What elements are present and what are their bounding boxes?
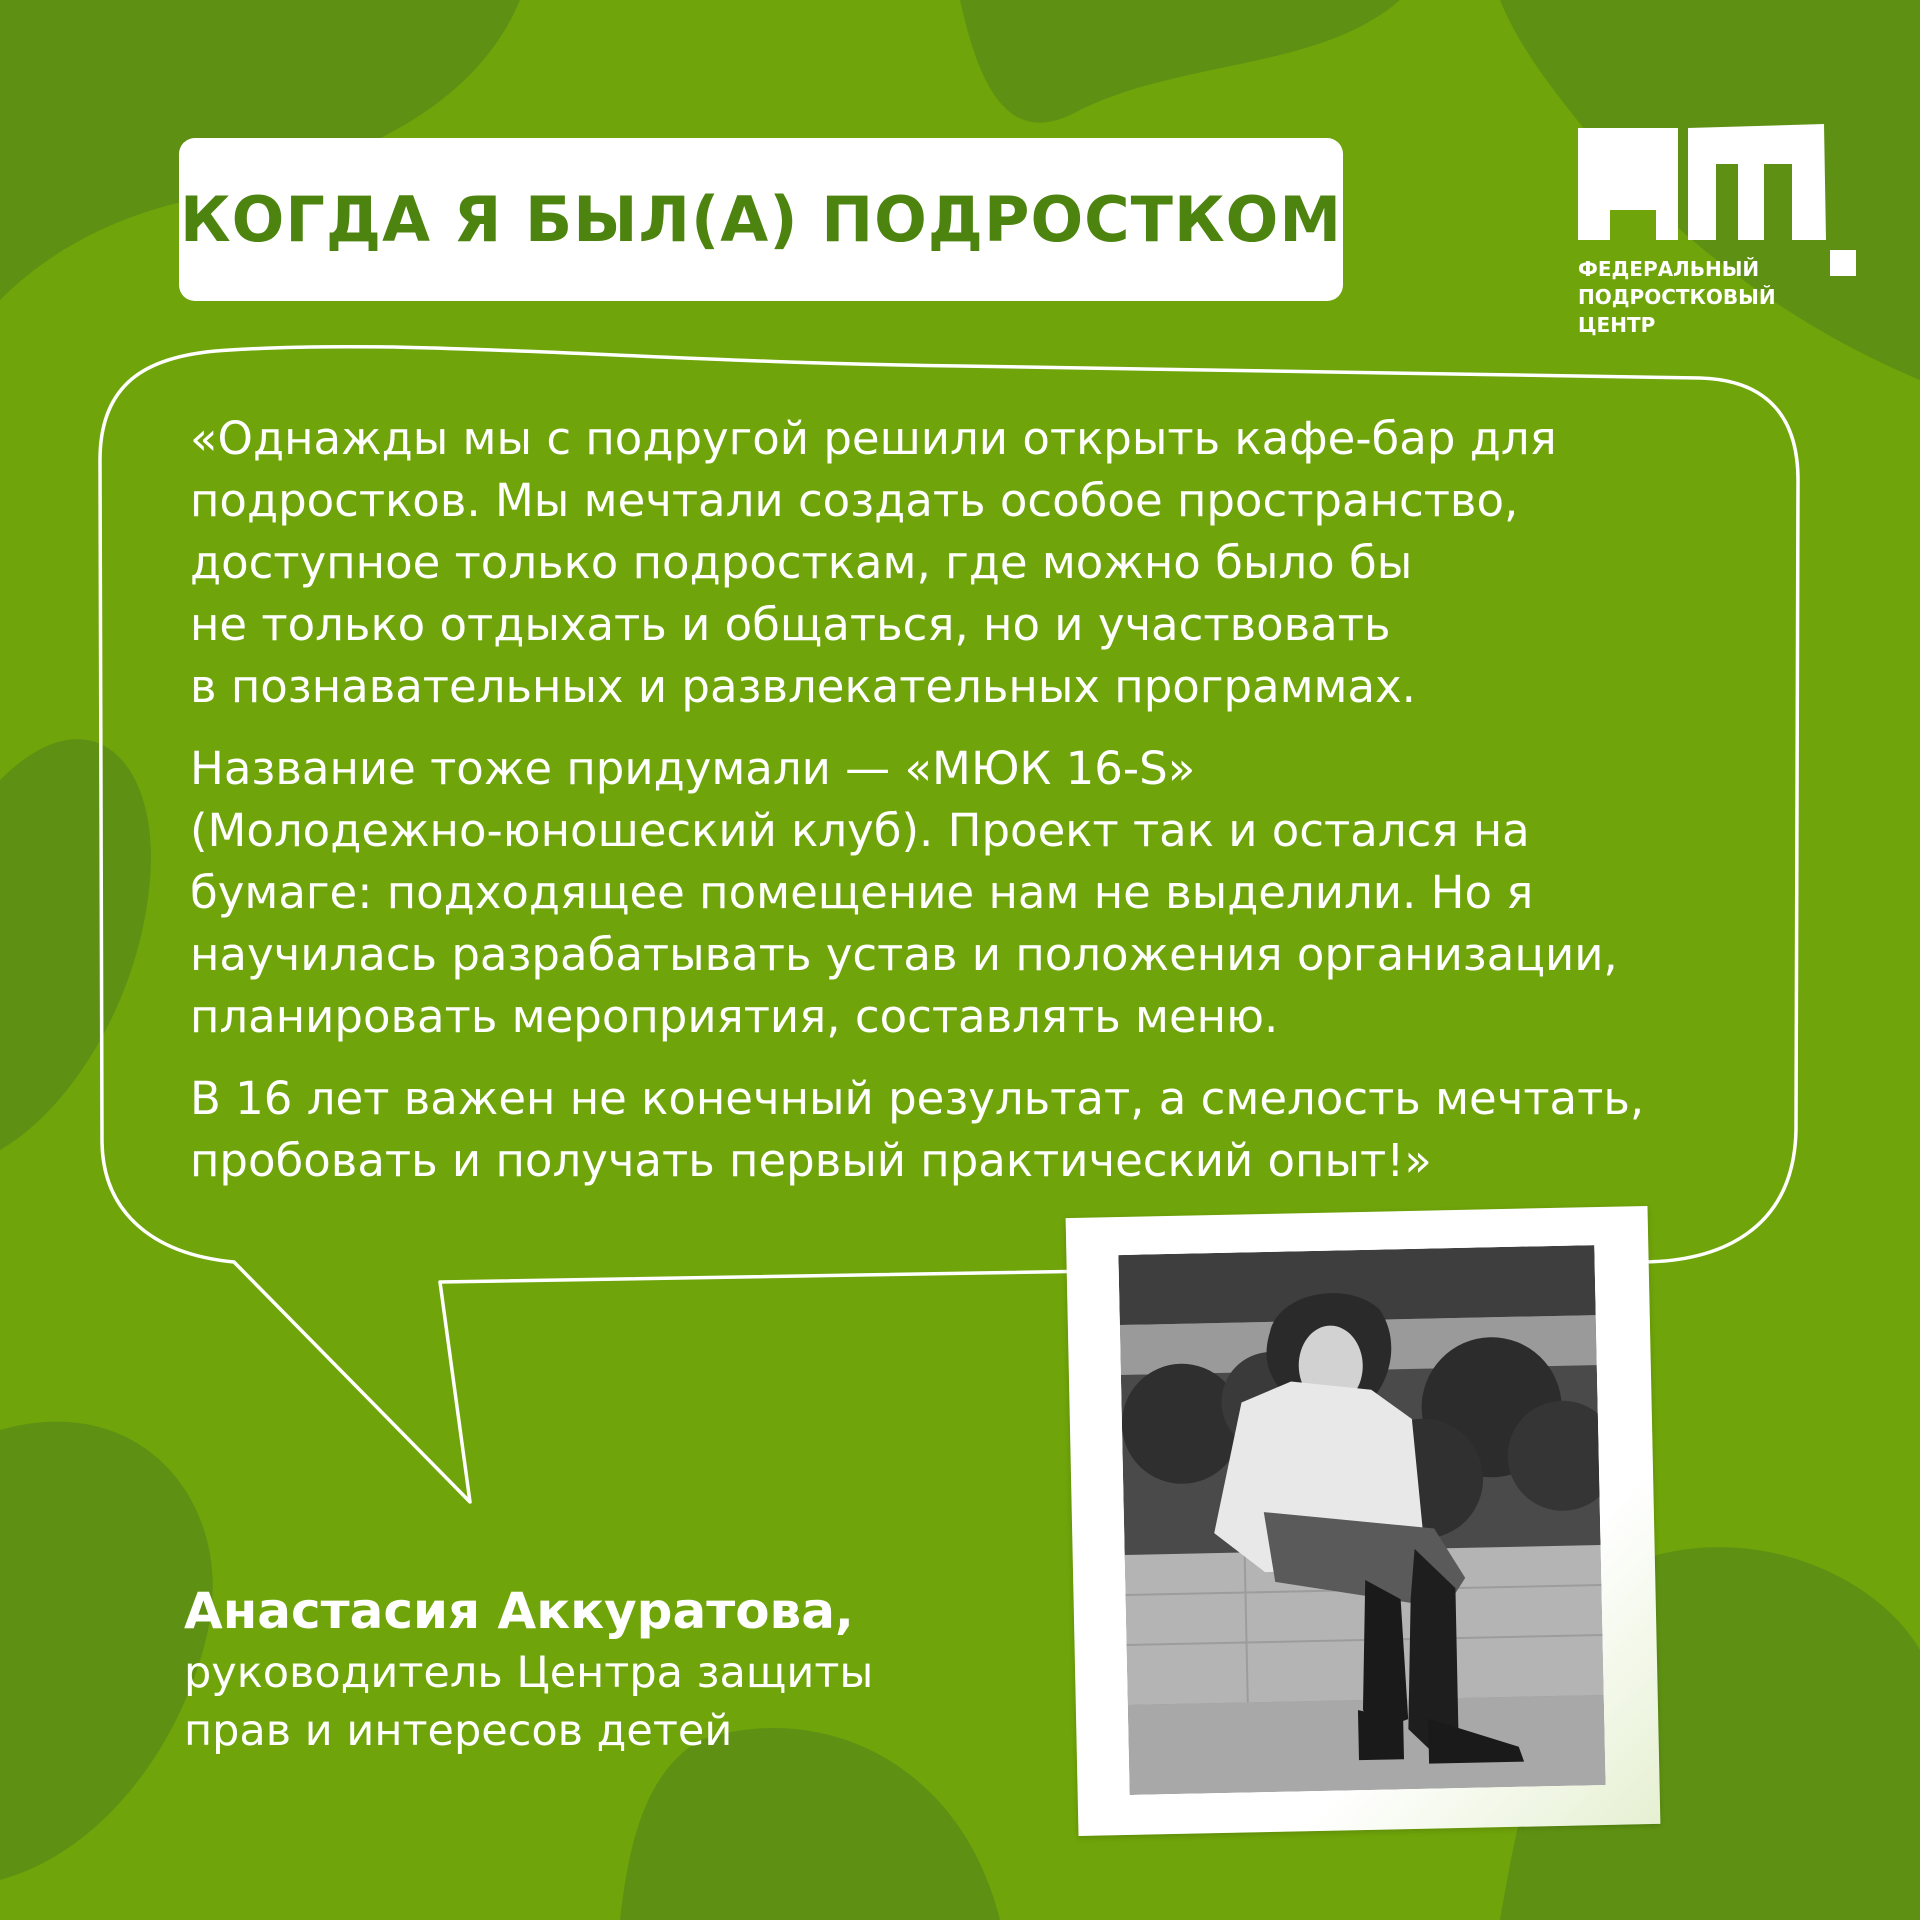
logo-line-1: ФЕДЕРАЛЬНЫЙ (1578, 257, 1760, 281)
portrait-photo (1118, 1245, 1605, 1795)
logo-line-3: ЦЕНТР (1578, 313, 1656, 337)
logo-line-2: ПОДРОСТКОВЫЙ (1578, 285, 1776, 309)
photo-frame (1066, 1206, 1661, 1836)
quote-paragraph-1: «Однажды мы с подругой решили открыть кафе-бар для подростков. Мы мечтали создать особое пространство, доступное только подросткам, где можно было бы не только отдыхать и общаться, но и участвовать в познавательных и развлекательных программах. (190, 412, 1557, 713)
quote-text (190, 408, 1750, 1212)
page-title: КОГДА Я БЫЛ(А) ПОДРОСТКОМ (179, 183, 1343, 256)
author-name: Анастасия Аккуратова, (184, 1582, 854, 1640)
author-role: руководитель Центра защиты прав и интересов детей (184, 1648, 874, 1756)
author-block (184, 1578, 873, 1760)
quote-paragraph-2: Название тоже придумали — «МЮК 16-S» (Молодежно-юношеский клуб). Проект так и остался на бумаге: подходящее помещение нам не выделили. Но я научилась разрабатывать устав и положения организации, планировать мероприятия, составлять меню. (190, 742, 1618, 1043)
quote-paragraph-3: В 16 лет важен не конечный результат, а смелость мечтать, пробовать и получать первый практический опыт!» (190, 1072, 1645, 1187)
